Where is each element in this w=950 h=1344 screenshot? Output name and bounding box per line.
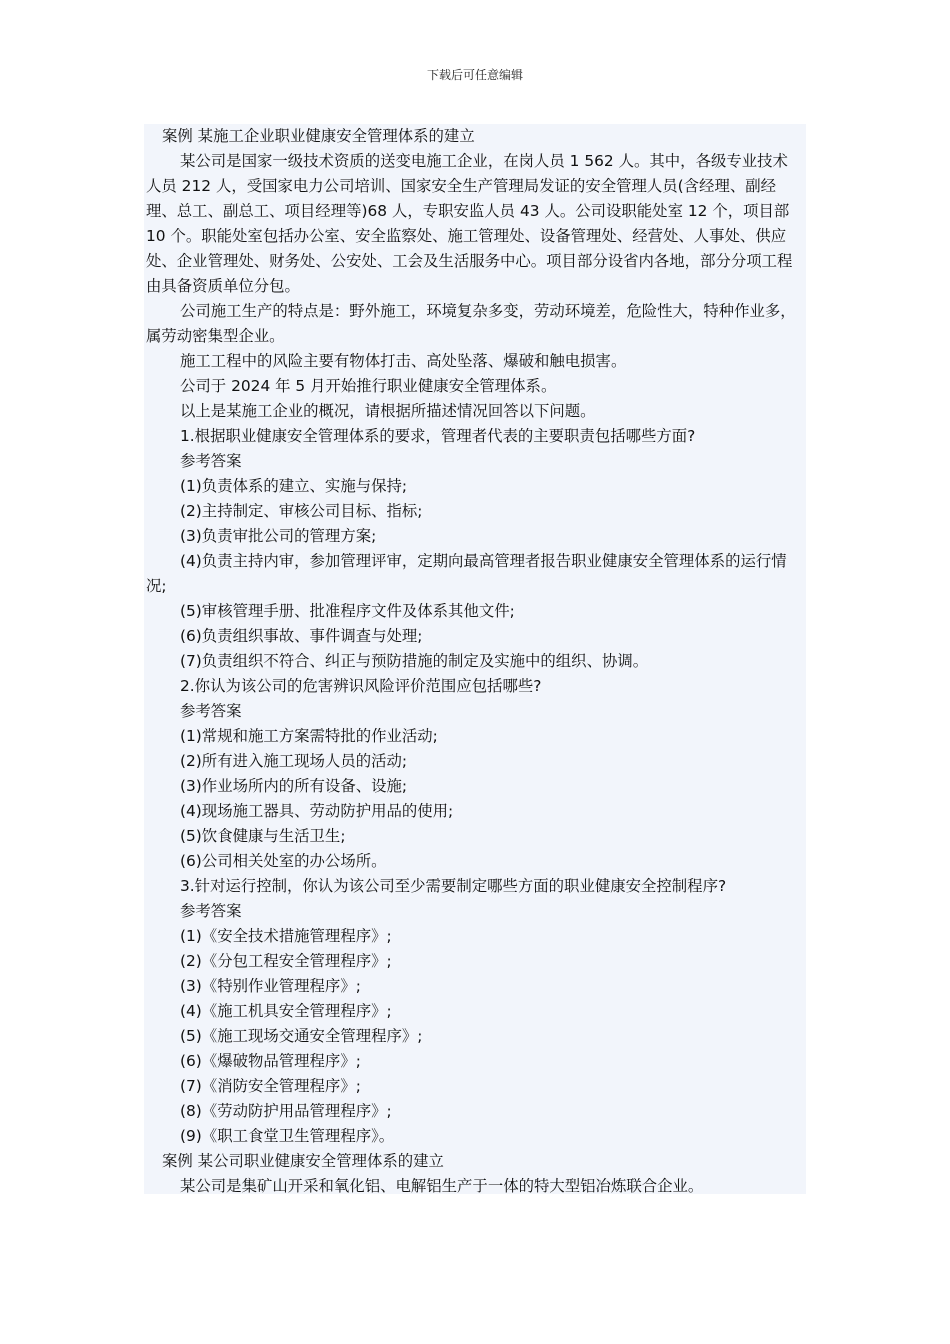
list-item: (6)负责组织事故、事件调查与处理; [180,627,423,645]
list-item: (8)《劳动防护用品管理程序》; [180,1102,392,1120]
body-paragraph: 以上是某施工企业的概况，请根据所描述情况回答以下问题。 [180,402,596,420]
list-item: (6)《爆破物品管理程序》; [180,1052,361,1070]
page-header: 下载后可任意编辑 [426,68,523,82]
body-paragraph: 施工工程中的风险主要有物体打击、高处坠落、爆破和触电损害。 [180,352,627,370]
list-item: (4)《施工机具安全管理程序》; [180,1002,392,1020]
list-item: (2)所有进入施工现场人员的活动; [180,752,408,770]
document-body [144,124,806,1194]
list-item: (6)公司相关处室的办公场所。 [180,852,387,870]
list-item: (1)常规和施工方案需特批的作业活动; [180,727,438,745]
list-item: 1.根据职业健康安全管理体系的要求，管理者代表的主要职责包括哪些方面? [180,427,696,445]
list-item: (9)《职工食堂卫生管理程序》。 [180,1127,395,1145]
list-item: (3)负责审批公司的管理方案; [180,527,377,545]
list-item: (1)负责体系的建立、实施与保持; [180,477,408,495]
list-item: 参考答案 [180,902,242,920]
list-item: 3.针对运行控制，你认为该公司至少需要制定哪些方面的职业健康安全控制程序? [180,877,727,895]
body-paragraph: 公司施工生产的特点是：野外施工，环境复杂多变，劳动环境差，危险性大，特种作业多，属劳动密集型企业。 [146,302,796,345]
case-heading: 案例 某公司职业健康安全管理体系的建立 [162,1152,444,1170]
list-item: 参考答案 [180,702,242,720]
list-item: (3)《特别作业管理程序》; [180,977,361,995]
list-item: 参考答案 [180,452,242,470]
list-item: (5)饮食健康与生活卫生; [180,827,346,845]
case-heading: 案例 某施工企业职业健康安全管理体系的建立 [162,127,475,145]
list-item: (1)《安全技术措施管理程序》; [180,927,392,945]
list-item: (2)主持制定、审核公司目标、指标; [180,502,423,520]
body-paragraph: 某公司是集矿山开采和氧化铝、电解铝生产于一体的特大型铝冶炼联合企业。 [180,1177,704,1195]
list-item: (4)现场施工器具、劳动防护用品的使用; [180,802,454,820]
list-item: (5)《施工现场交通安全管理程序》; [180,1027,423,1045]
list-item: 2.你认为该公司的危害辨识风险评价范围应包括哪些? [180,677,542,695]
list-item: (2)《分包工程安全管理程序》; [180,952,392,970]
list-item: (7)《消防安全管理程序》; [180,1077,361,1095]
body-paragraph: 某公司是国家一级技术资质的送变电施工企业，在岗人员 1 562 人。其中，各级专业技术人员 212 人，受国家电力公司培训、国家安全生产管理局发证的安全管理人员(含经理、副经理、总工、副总工、项目经理等)68 人，专职安监人员 43 人。公司设职能处室 12 个，项目部 10 个。职能处室包括办公室、安全监察处、施工管理处、设备管理处、经营处、人事处、供应处、企业管理处、财务处、公安处、工会及生活服务中心。项目部分设省内各地，部分分项工程由具备资质单位分包。 [146,152,793,295]
list-item: (4)负责主持内审，参加管理评审，定期向最高管理者报告职业健康安全管理体系的运行情况; [146,552,787,595]
list-item: (5)审核管理手册、批准程序文件及体系其他文件; [180,602,515,620]
list-item: (7)负责组织不符合、纠正与预防措施的制定及实施中的组织、协调。 [180,652,649,670]
body-paragraph: 公司于 2024 年 5 月开始推行职业健康安全管理体系。 [180,377,557,395]
list-item: (3)作业场所内的所有设备、设施; [180,777,408,795]
